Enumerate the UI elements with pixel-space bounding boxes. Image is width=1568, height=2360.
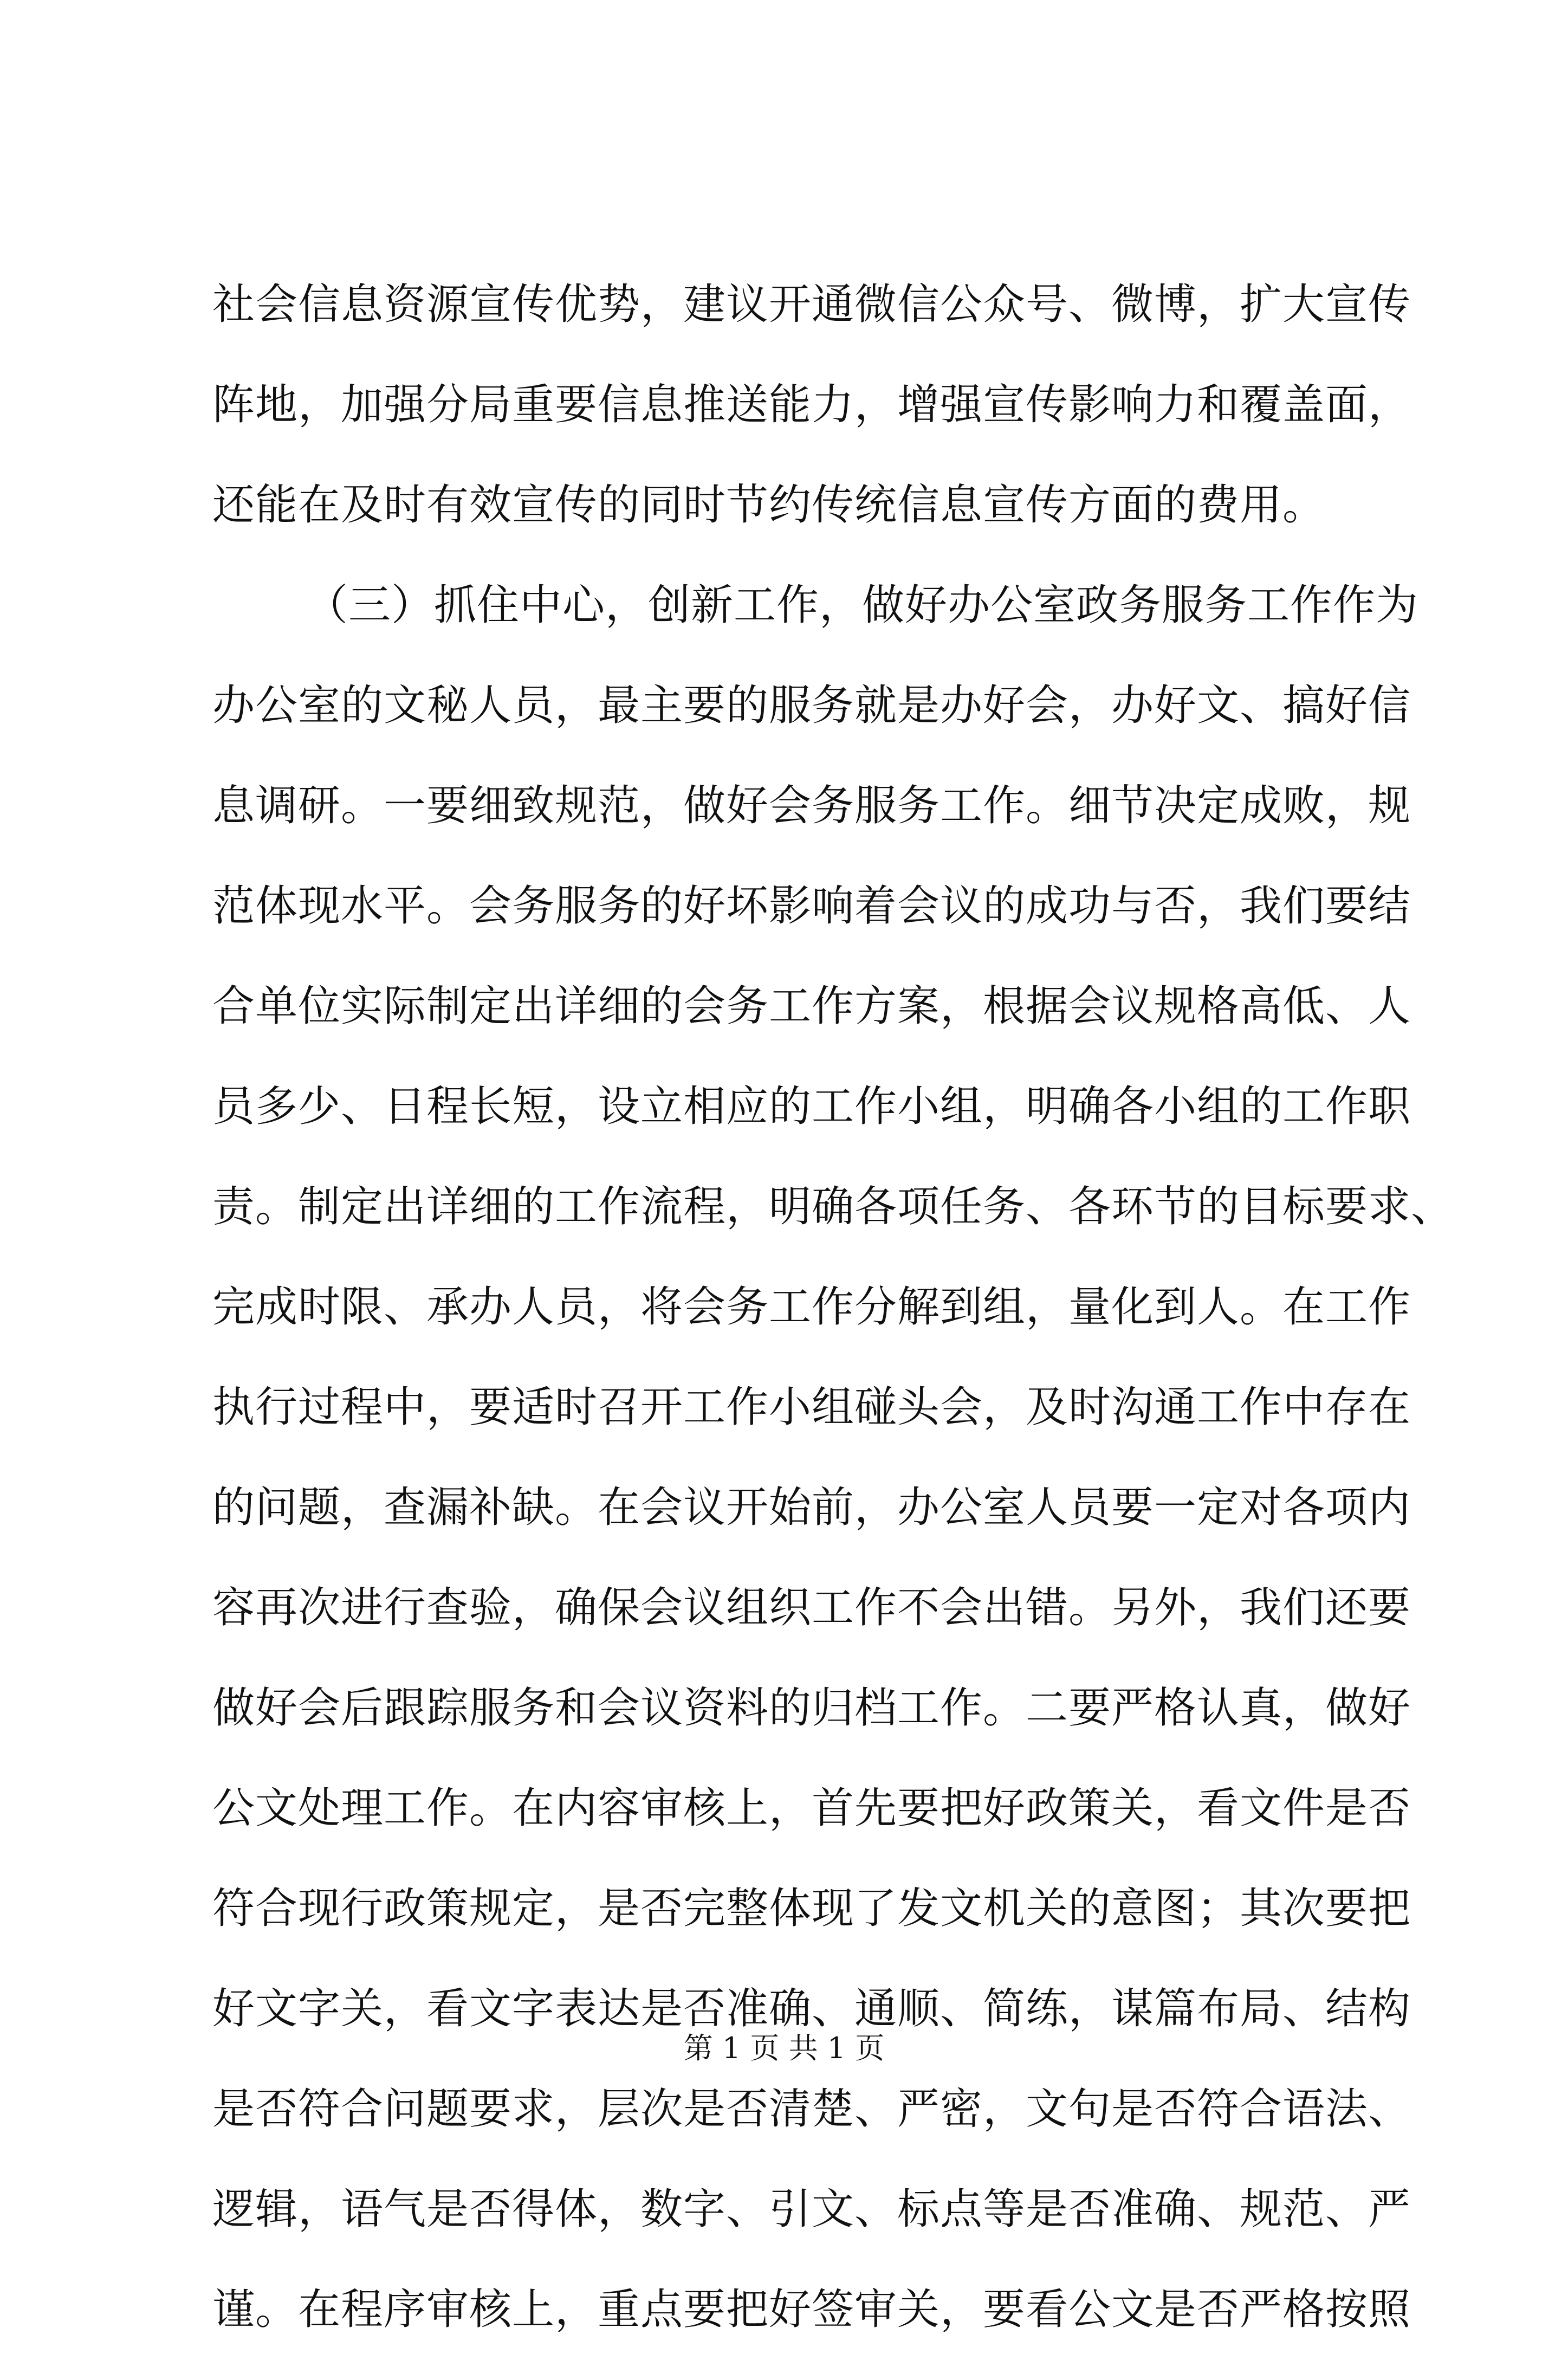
text-line: 息调研。一要细致规范，做好会务服务工作。细节决定成败，规 [212, 781, 1411, 830]
text-line: 是否符合问题要求，层次是否清楚、严密，文句是否符合语法、 [212, 2085, 1411, 2133]
text-line: 办公室的文秘人员，最主要的服务就是办好会，办好文、搞好信 [212, 681, 1411, 730]
text-line: 还能在及时有效宣传的同时节约传统信息宣传方面的费用。 [212, 481, 1326, 529]
text-line: 完成时限、承办人员，将会务工作分解到组，量化到人。在工作 [212, 1283, 1411, 1331]
text-line: 员多少、日程长短，设立相应的工作小组，明确各小组的工作职 [212, 1082, 1411, 1131]
text-line: 逻辑，语气是否得体，数字、引文、标点等是否准确、规范、严 [212, 2185, 1411, 2234]
text-line: 阵地，加强分局重要信息推送能力，增强宣传影响力和覆盖面， [212, 380, 1411, 429]
page-number-text: 第 1 页 共 1 页 [683, 2031, 885, 2065]
text-line: 合单位实际制定出详细的会务工作方案，根据会议规格高低、人 [212, 982, 1411, 1031]
text-line: 做好会后跟踪服务和会议资料的归档工作。二要严格认真，做好 [212, 1684, 1411, 1732]
text-line: 社会信息资源宣传优势，建议开通微信公众号、微博，扩大宣传 [212, 280, 1411, 329]
text-line: 责。制定出详细的工作流程，明确各项任务、各环节的目标要求、 [212, 1182, 1454, 1231]
text-line: 符合现行政策规定，是否完整体现了发文机关的意图；其次要把 [212, 1884, 1411, 1933]
text-line: 谨。在程序审核上，重点要把好签审关，要看公文是否严格按照 [212, 2285, 1411, 2334]
text-line: 范体现水平。会务服务的好坏影响着会议的成功与否，我们要结 [212, 882, 1411, 930]
text-line: 的问题，查漏补缺。在会议开始前，办公室人员要一定对各项内 [212, 1483, 1411, 1532]
text-line: 执行过程中，要适时召开工作小组碰头会，及时沟通工作中存在 [212, 1383, 1411, 1432]
page-footer [0, 2029, 1568, 2067]
section-heading-line: （三）抓住中心，创新工作，做好办公室政务服务工作作为 [306, 581, 1419, 630]
text-line: 好文字关，看文字表达是否准确、通顺、简练，谋篇布局、结构 [212, 1984, 1411, 2033]
text-line: 公文处理工作。在内容审核上，首先要把好政策关，看文件是否 [212, 1784, 1411, 1833]
text-line: 容再次进行查验，确保会议组织工作不会出错。另外，我们还要 [212, 1583, 1411, 1632]
